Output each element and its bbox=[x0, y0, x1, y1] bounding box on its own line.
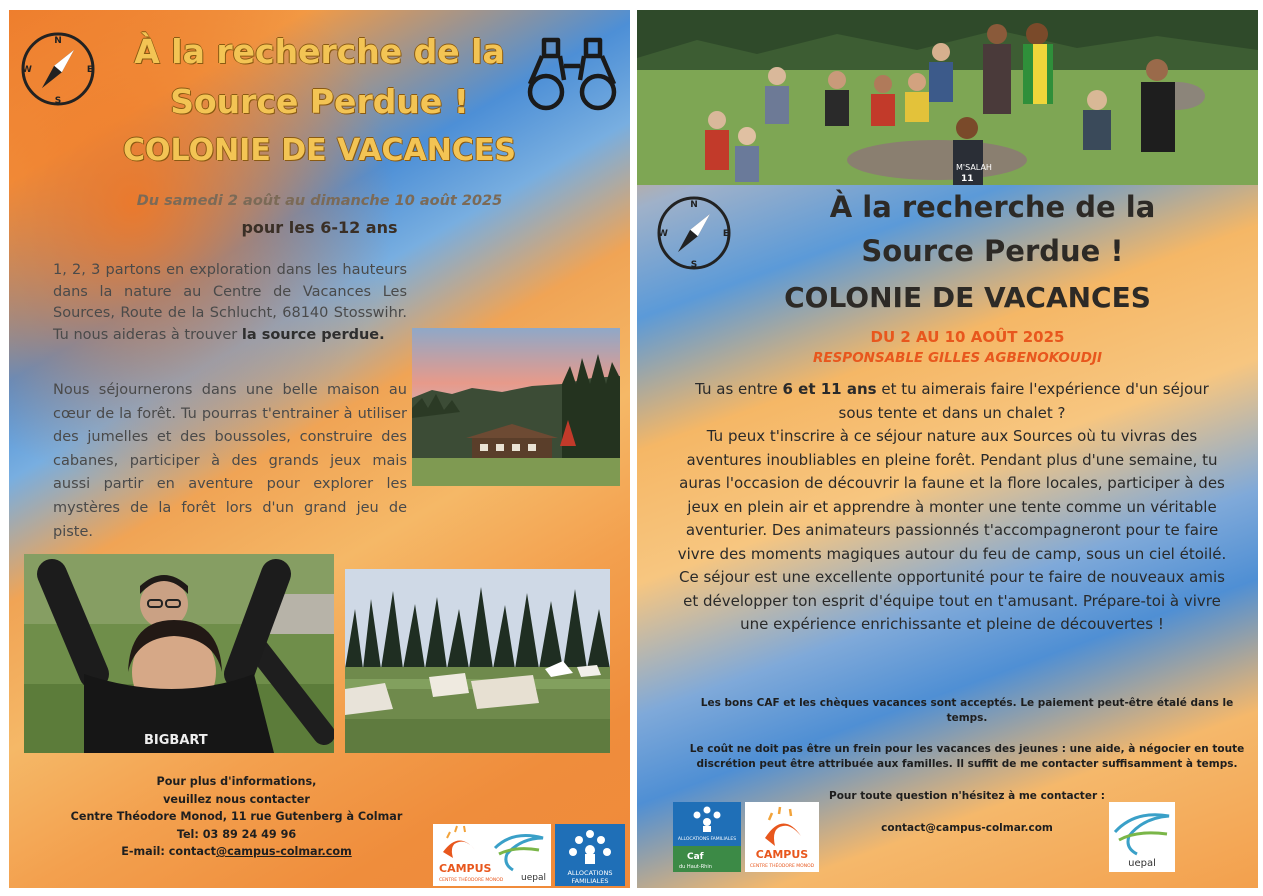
left-paragraph-2: Nous séjournerons dans une belle maison au cœur de la forêt. Tu pourras t'entrainer à utiliser des jumelles et des boussoles, construire des cabanes, participer à des grands jeux mais aussi partir en aventure pour explorer les mystères de la forêt lors d'un grand jeu de piste. bbox=[53, 382, 407, 540]
svg-text:M'SALAH: M'SALAH bbox=[956, 163, 992, 172]
left-title-line3: COLONIE DE VACANCES bbox=[123, 133, 516, 168]
left-title-line1: À la recherche de la bbox=[134, 32, 505, 71]
right-payment: Les bons CAF et les chèques vacances sont acceptés. Le paiement peut-être étalé dans le temps. bbox=[700, 697, 1234, 724]
svg-text:E: E bbox=[722, 229, 730, 239]
svg-text:uepal: uepal bbox=[1128, 858, 1156, 869]
right-intro-pre: Tu as entre bbox=[695, 380, 783, 398]
svg-text:CAMPUS: CAMPUS bbox=[755, 848, 809, 861]
group-campfire-photo bbox=[637, 10, 1258, 185]
svg-text:S: S bbox=[690, 260, 698, 270]
svg-text:N: N bbox=[54, 36, 62, 46]
caf-logo bbox=[555, 824, 625, 886]
contact-line1: Pour plus d'informations, bbox=[156, 775, 317, 788]
caf-logo bbox=[673, 802, 741, 872]
left-paragraph-1-text: 1, 2, 3 partons en exploration dans les hauteurs dans la nature au Centre de Vacances Les Sources, Route de la Schlucht, 68140 Stosswihr. Tu nous aideras à trouver bbox=[53, 262, 407, 344]
right-title-line1: À la recherche de la bbox=[829, 190, 1156, 224]
svg-text:CAMPUS: CAMPUS bbox=[439, 862, 492, 875]
svg-text:W: W bbox=[658, 229, 668, 239]
chalet-photo bbox=[412, 328, 620, 486]
contact-email-link[interactable]: @campus-colmar.com bbox=[215, 845, 352, 858]
compass-icon bbox=[655, 194, 733, 272]
contact-phone: Tel: 03 89 24 49 96 bbox=[176, 827, 297, 841]
contact-email-prefix: E-mail: contact bbox=[121, 845, 216, 858]
right-title-line3: COLONIE DE VACANCES bbox=[784, 281, 1151, 314]
campus-logo bbox=[745, 802, 819, 872]
right-intro bbox=[677, 378, 1227, 425]
right-dates: DU 2 AU 10 AOÛT 2025 bbox=[870, 328, 1065, 346]
left-title-line2: Source Perdue ! bbox=[170, 82, 469, 121]
left-paragraph-1-bold: la source perdue. bbox=[241, 327, 385, 344]
contact-line3: Centre Théodore Monod, 11 rue Gutenberg à Colmar bbox=[70, 810, 403, 823]
svg-text:CENTRE THÉODORE MONOD: CENTRE THÉODORE MONOD bbox=[439, 878, 504, 883]
left-dates: Du samedi 2 août au dimanche 10 août 2025 bbox=[136, 193, 503, 209]
uepal-logo bbox=[1109, 802, 1175, 872]
right-responsable: RESPONSABLE GILLES AGBENOKOUDJI bbox=[812, 350, 1103, 366]
svg-text:du Haut-Rhin: du Haut-Rhin bbox=[679, 864, 712, 870]
children-photo bbox=[24, 554, 334, 753]
svg-text:BIGBART: BIGBART bbox=[144, 733, 208, 748]
right-title-line2: Source Perdue ! bbox=[861, 234, 1124, 268]
svg-text:ALLOCATIONS FAMILIALES: ALLOCATIONS FAMILIALES bbox=[677, 837, 737, 842]
right-body: Tu peux t'inscrire à ce séjour nature aux Sources où tu vivras des aventures inoubliables en pleine forêt. Pendant plus d'une semaine, tu auras l'occasion de découvrir la faune et la flore locales, participer à des jeux en plein air et apprendre à monter une tente comme un véritable aventurier. Des animateurs passionnés t'accompagneront pour te faire vivre des moments magiques autour du feu de camp, sous un ciel étoilé. Ce séjour est une excellente opportunité pour te faire de nouveaux amis et développer ton esprit d'équipe tout en t'amusant. Prépare-toi à vivre une expérience enrichissante et pleine de découvertes ! bbox=[677, 427, 1227, 633]
svg-text:N: N bbox=[690, 200, 698, 210]
svg-text:CENTRE THÉODORE MONOD: CENTRE THÉODORE MONOD bbox=[749, 864, 815, 869]
svg-text:uepal: uepal bbox=[521, 873, 546, 883]
right-cost: Le coût ne doit pas être un frein pour les vacances des jeunes : une aide, à négocier en toute discrétion peut être attribuée aux familles. Il suffit de me contacter suffisamment à temps. bbox=[689, 743, 1245, 770]
svg-text:W: W bbox=[22, 65, 32, 75]
svg-text:S: S bbox=[54, 96, 62, 106]
contact-line2: veuillez nous contacter bbox=[163, 792, 310, 806]
right-question: Pour toute question n'hésitez à me contacter : bbox=[829, 790, 1105, 802]
tents-photo bbox=[345, 569, 610, 753]
contact-email[interactable] bbox=[49, 843, 424, 861]
right-email-link[interactable]: contact@campus-colmar.com bbox=[881, 822, 1053, 834]
svg-text:11: 11 bbox=[961, 174, 974, 184]
svg-text:E: E bbox=[86, 65, 94, 75]
flyer-page-left bbox=[9, 10, 630, 888]
svg-text:FAMILIALES: FAMILIALES bbox=[571, 877, 609, 885]
right-intro-ages: 6 et 11 ans bbox=[782, 380, 877, 398]
flyer-page-right bbox=[637, 10, 1258, 888]
right-intro-post: et tu aimerais faire l'expérience d'un séjour sous tente et dans un chalet ? bbox=[838, 380, 1209, 422]
left-contact-block bbox=[49, 773, 424, 861]
left-ages: pour les 6-12 ans bbox=[241, 218, 398, 237]
svg-text:Caf: Caf bbox=[687, 852, 704, 862]
left-paragraph-1 bbox=[53, 260, 407, 347]
campus-logo bbox=[433, 824, 551, 886]
svg-text:ALLOCATIONS: ALLOCATIONS bbox=[567, 869, 613, 877]
